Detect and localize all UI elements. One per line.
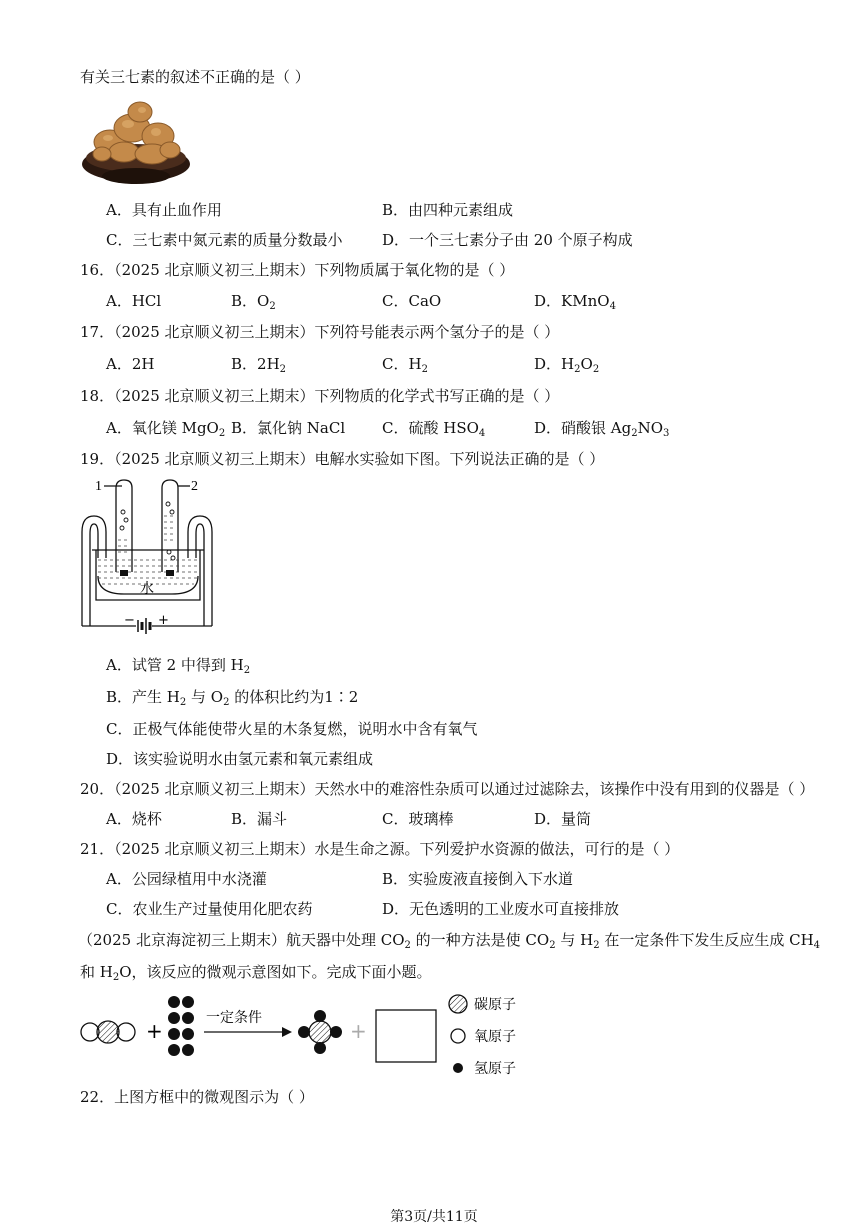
co2-molecule	[81, 1021, 135, 1043]
tube-label-1: 1	[95, 479, 102, 494]
q18-option-d: D．硝酸银 $Ag_2NO_3$	[534, 419, 670, 439]
oxygen-atom-icon	[451, 1029, 465, 1043]
sanqi-root-image	[80, 92, 192, 190]
question-20-stem: 20．（2025 北京顺义初三上期末）天然水中的难溶性杂质可以通过过滤除去，该操作中没有用到的仪器是（ ）	[80, 780, 815, 798]
page-number-footer: 第3页/共11页	[390, 1209, 478, 1225]
legend-carbon-label: 碳原子	[474, 997, 516, 1013]
q21-option-d: D．无色透明的工业废水可直接排放	[382, 900, 620, 918]
q19-option-a: A．试管 2 中得到 $H_2$	[106, 656, 251, 676]
q18-option-b: B．氯化钠 NaCl	[231, 419, 346, 437]
q15-option-b: B．由四种元素组成	[382, 201, 514, 219]
question-15-stem: 有关三七素的叙述不正确的是（ ）	[80, 68, 310, 86]
h2-molecules	[168, 996, 194, 1056]
q17-option-c: C．$H_2$	[382, 355, 428, 375]
q16-option-c: C．CaO	[382, 292, 442, 310]
question-22-stem: 22．上图方框中的微观图示为（ ）	[80, 1088, 314, 1106]
q15-option-a: A．具有止血作用	[106, 201, 222, 219]
q21-option-c: C．农业生产过量使用化肥农药	[106, 900, 313, 918]
ch4-molecule	[298, 1010, 342, 1054]
battery-minus-label: −	[124, 613, 135, 628]
reaction-condition-label: 一定条件	[206, 1010, 262, 1026]
q18-option-a: A．氧化镁 MgO$_2$	[106, 419, 226, 439]
q21-option-b: B．实验废液直接倒入下水道	[382, 870, 574, 888]
question-19-stem: 19．（2025 北京顺义初三上期末）电解水实验如下图。下列说法正确的是（ ）	[80, 450, 605, 468]
legend-hydrogen-label: 氢原子	[474, 1061, 516, 1077]
legend-oxygen-label: 氧原子	[474, 1029, 516, 1045]
reaction-micro-diagram	[78, 992, 538, 1084]
water-label: 水	[140, 581, 154, 597]
electrolysis-diagram	[78, 476, 220, 638]
reactant-plus-sign: +	[146, 1019, 163, 1043]
q16-option-a: A．HCl	[106, 292, 162, 310]
question-16-stem: 16．（2025 北京顺义初三上期末）下列物质属于氧化物的是（ ）	[80, 261, 515, 279]
q17-option-a: A．2H	[106, 355, 155, 373]
q15-option-c: C．三七素中氮元素的质量分数最小	[106, 231, 343, 249]
question-18-stem: 18．（2025 北京顺义初三上期末）下列物质的化学式书写正确的是（ ）	[80, 387, 560, 405]
question-17-stem: 17．（2025 北京顺义初三上期末）下列符号能表示两个氢分子的是（ ）	[80, 323, 560, 341]
question-21-stem: 21．（2025 北京顺义初三上期末）水是生命之源。下列爱护水资源的做法，可行的是（ ）	[80, 840, 680, 858]
q16-option-b: B．$O_2$	[231, 292, 276, 312]
q15-option-d: D．一个三七素分子由 20 个原子构成	[382, 231, 633, 249]
q20-option-c: C．玻璃棒	[382, 810, 454, 828]
tube-label-2: 2	[191, 479, 198, 494]
q19-option-b: B．产生 $H_2$ 与 $O_2$ 的体积比约为1∶2	[106, 688, 359, 708]
q17-option-b: B．$2H_2$	[231, 355, 287, 375]
q20-option-b: B．漏斗	[231, 810, 288, 828]
battery-plus-label: +	[158, 613, 169, 628]
product-plus-sign: +	[350, 1019, 367, 1043]
atom-legend	[449, 995, 516, 1077]
q20-option-a: A．烧杯	[106, 810, 162, 828]
answer-box	[376, 1010, 436, 1062]
carbon-atom-icon	[449, 995, 467, 1013]
q18-option-c: C．硫酸 $HSO_4$	[382, 419, 486, 439]
q21-option-a: A．公园绿植用中水浇灌	[106, 870, 267, 888]
q19-option-d: D．该实验说明水由氢元素和氧元素组成	[106, 750, 374, 768]
hydrogen-atom-icon	[453, 1063, 463, 1073]
q16-option-d: D．KMnO$_4$	[534, 292, 616, 312]
q19-option-c: C．正极气体能使带火星的木条复燃，说明水中含有氧气	[106, 720, 478, 738]
material-intro-line1: （2025 北京海淀初三上期末）航天器中处理 $CO_2$ 的一种方法是使 $CO_2$ 与 $H_2$ 在一定条件下发生反应生成 $CH_4$	[78, 931, 821, 951]
q20-option-d: D．量筒	[534, 810, 592, 828]
material-intro-line2: 和 $H_2O$，该反应的微观示意图如下。完成下面小题。	[80, 963, 432, 983]
q17-option-d: D．$H_2O_2$	[534, 355, 600, 375]
